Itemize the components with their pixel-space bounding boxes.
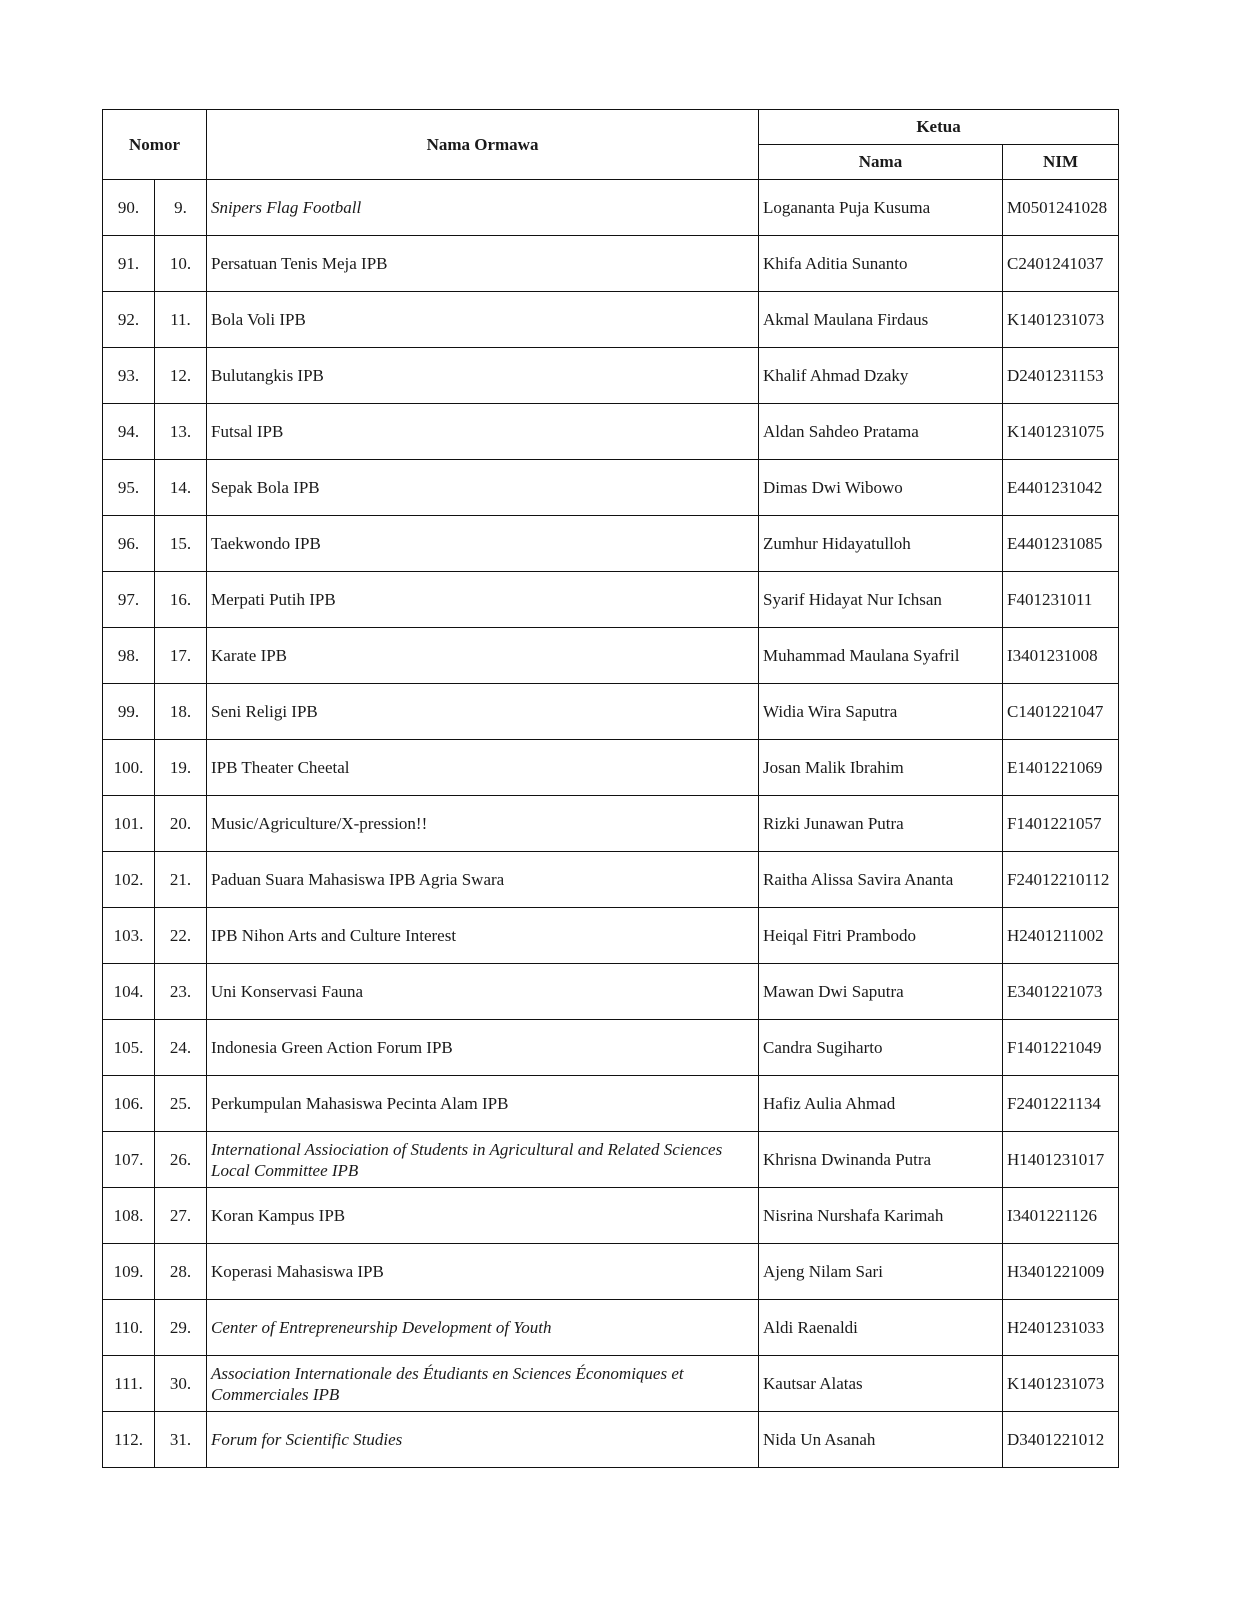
ormawa-name: Merpati Putih IPB xyxy=(207,572,759,628)
row-sub-number: 12. xyxy=(155,348,207,404)
ketua-name: Aldi Raenaldi xyxy=(759,1300,1003,1356)
ketua-nim: D2401231153 xyxy=(1003,348,1119,404)
row-number: 107. xyxy=(103,1132,155,1188)
ormawa-name: IPB Theater Cheetal xyxy=(207,740,759,796)
row-number: 99. xyxy=(103,684,155,740)
header-ketua: Ketua xyxy=(759,110,1119,145)
row-number: 105. xyxy=(103,1020,155,1076)
ketua-name: Muhammad Maulana Syafril xyxy=(759,628,1003,684)
table-row xyxy=(103,348,1119,404)
ketua-name: Widia Wira Saputra xyxy=(759,684,1003,740)
row-number: 97. xyxy=(103,572,155,628)
row-number: 110. xyxy=(103,1300,155,1356)
ketua-name: Raitha Alissa Savira Ananta xyxy=(759,852,1003,908)
ketua-nim: K1401231075 xyxy=(1003,404,1119,460)
ketua-nim: C2401241037 xyxy=(1003,236,1119,292)
table-row xyxy=(103,572,1119,628)
row-sub-number: 29. xyxy=(155,1300,207,1356)
row-sub-number: 14. xyxy=(155,460,207,516)
row-sub-number: 30. xyxy=(155,1356,207,1412)
ketua-name: Hafiz Aulia Ahmad xyxy=(759,1076,1003,1132)
table-row xyxy=(103,1076,1119,1132)
ormawa-table xyxy=(102,109,1119,1468)
row-sub-number: 16. xyxy=(155,572,207,628)
ketua-nim: M0501241028 xyxy=(1003,180,1119,236)
row-sub-number: 31. xyxy=(155,1412,207,1468)
row-number: 104. xyxy=(103,964,155,1020)
header-nim: NIM xyxy=(1003,145,1119,180)
table-row xyxy=(103,516,1119,572)
table-row xyxy=(103,964,1119,1020)
ketua-nim: K1401231073 xyxy=(1003,292,1119,348)
row-number: 103. xyxy=(103,908,155,964)
table-row xyxy=(103,740,1119,796)
ormawa-name: Sepak Bola IPB xyxy=(207,460,759,516)
row-number: 96. xyxy=(103,516,155,572)
ketua-name: Dimas Dwi Wibowo xyxy=(759,460,1003,516)
ormawa-name: Taekwondo IPB xyxy=(207,516,759,572)
ketua-name: Nida Un Asanah xyxy=(759,1412,1003,1468)
table-header xyxy=(103,110,1119,180)
row-sub-number: 24. xyxy=(155,1020,207,1076)
ketua-name: Logananta Puja Kusuma xyxy=(759,180,1003,236)
ormawa-name: IPB Nihon Arts and Culture Interest xyxy=(207,908,759,964)
table-row xyxy=(103,796,1119,852)
row-sub-number: 26. xyxy=(155,1132,207,1188)
ormawa-name: Association Internationale des Étudiants en Sciences Économiques et Commerciales IPB xyxy=(207,1356,759,1412)
ketua-nim: H3401221009 xyxy=(1003,1244,1119,1300)
ketua-nim: H1401231017 xyxy=(1003,1132,1119,1188)
row-number: 94. xyxy=(103,404,155,460)
table-row xyxy=(103,1356,1119,1412)
ormawa-name: Snipers Flag Football xyxy=(207,180,759,236)
table-row xyxy=(103,1244,1119,1300)
row-number: 101. xyxy=(103,796,155,852)
table-row xyxy=(103,460,1119,516)
ketua-name: Nisrina Nurshafa Karimah xyxy=(759,1188,1003,1244)
ketua-name: Josan Malik Ibrahim xyxy=(759,740,1003,796)
ormawa-name: Perkumpulan Mahasiswa Pecinta Alam IPB xyxy=(207,1076,759,1132)
row-number: 102. xyxy=(103,852,155,908)
table-row xyxy=(103,1132,1119,1188)
ketua-nim: E4401231042 xyxy=(1003,460,1119,516)
row-number: 111. xyxy=(103,1356,155,1412)
table-row xyxy=(103,628,1119,684)
row-sub-number: 28. xyxy=(155,1244,207,1300)
row-sub-number: 21. xyxy=(155,852,207,908)
row-sub-number: 23. xyxy=(155,964,207,1020)
row-number: 91. xyxy=(103,236,155,292)
ketua-name: Aldan Sahdeo Pratama xyxy=(759,404,1003,460)
ormawa-name: Persatuan Tenis Meja IPB xyxy=(207,236,759,292)
table-row xyxy=(103,684,1119,740)
ketua-nim: F1401221049 xyxy=(1003,1020,1119,1076)
table-row xyxy=(103,852,1119,908)
ketua-name: Candra Sugiharto xyxy=(759,1020,1003,1076)
header-nama: Nama xyxy=(759,145,1003,180)
ketua-nim: K1401231073 xyxy=(1003,1356,1119,1412)
ketua-nim: F2401221134 xyxy=(1003,1076,1119,1132)
ormawa-name: Forum for Scientific Studies xyxy=(207,1412,759,1468)
row-sub-number: 13. xyxy=(155,404,207,460)
ketua-name: Zumhur Hidayatulloh xyxy=(759,516,1003,572)
ormawa-name: Uni Konservasi Fauna xyxy=(207,964,759,1020)
ketua-name: Rizki Junawan Putra xyxy=(759,796,1003,852)
ketua-nim: F1401221057 xyxy=(1003,796,1119,852)
ketua-nim: F24012210112 xyxy=(1003,852,1119,908)
table-row xyxy=(103,236,1119,292)
ketua-nim: I3401231008 xyxy=(1003,628,1119,684)
row-sub-number: 18. xyxy=(155,684,207,740)
table-body xyxy=(103,180,1119,1468)
row-number: 106. xyxy=(103,1076,155,1132)
ketua-name: Syarif Hidayat Nur Ichsan xyxy=(759,572,1003,628)
ketua-nim: H2401211002 xyxy=(1003,908,1119,964)
ketua-nim: E1401221069 xyxy=(1003,740,1119,796)
table-row xyxy=(103,292,1119,348)
row-number: 98. xyxy=(103,628,155,684)
table-row xyxy=(103,1300,1119,1356)
ketua-nim: E3401221073 xyxy=(1003,964,1119,1020)
row-number: 93. xyxy=(103,348,155,404)
ormawa-name: Music/Agriculture/X-pression!! xyxy=(207,796,759,852)
header-nama-ormawa: Nama Ormawa xyxy=(207,110,759,180)
table-row xyxy=(103,1188,1119,1244)
row-number: 95. xyxy=(103,460,155,516)
ketua-nim: F401231011 xyxy=(1003,572,1119,628)
row-number: 108. xyxy=(103,1188,155,1244)
ketua-nim: C1401221047 xyxy=(1003,684,1119,740)
table-row xyxy=(103,1020,1119,1076)
ketua-name: Mawan Dwi Saputra xyxy=(759,964,1003,1020)
ormawa-name: Koperasi Mahasiswa IPB xyxy=(207,1244,759,1300)
ormawa-name: Koran Kampus IPB xyxy=(207,1188,759,1244)
row-number: 92. xyxy=(103,292,155,348)
row-sub-number: 19. xyxy=(155,740,207,796)
row-sub-number: 22. xyxy=(155,908,207,964)
ormawa-name: Bulutangkis IPB xyxy=(207,348,759,404)
ormawa-name: Bola Voli IPB xyxy=(207,292,759,348)
row-sub-number: 15. xyxy=(155,516,207,572)
ketua-name: Khifa Aditia Sunanto xyxy=(759,236,1003,292)
ormawa-name: International Assiociation of Students in Agricultural and Related Sciences Local Committee IPB xyxy=(207,1132,759,1188)
ormawa-name: Indonesia Green Action Forum IPB xyxy=(207,1020,759,1076)
row-sub-number: 11. xyxy=(155,292,207,348)
table-row xyxy=(103,908,1119,964)
row-number: 112. xyxy=(103,1412,155,1468)
ketua-name: Kautsar Alatas xyxy=(759,1356,1003,1412)
ketua-name: Khrisna Dwinanda Putra xyxy=(759,1132,1003,1188)
table-row xyxy=(103,404,1119,460)
row-sub-number: 9. xyxy=(155,180,207,236)
row-number: 100. xyxy=(103,740,155,796)
table-row xyxy=(103,180,1119,236)
ormawa-name: Futsal IPB xyxy=(207,404,759,460)
row-sub-number: 25. xyxy=(155,1076,207,1132)
ketua-nim: E4401231085 xyxy=(1003,516,1119,572)
ormawa-name: Paduan Suara Mahasiswa IPB Agria Swara xyxy=(207,852,759,908)
ketua-name: Akmal Maulana Firdaus xyxy=(759,292,1003,348)
row-sub-number: 20. xyxy=(155,796,207,852)
row-number: 109. xyxy=(103,1244,155,1300)
row-sub-number: 27. xyxy=(155,1188,207,1244)
ormawa-name: Karate IPB xyxy=(207,628,759,684)
ketua-nim: D3401221012 xyxy=(1003,1412,1119,1468)
ketua-nim: H2401231033 xyxy=(1003,1300,1119,1356)
ketua-name: Heiqal Fitri Prambodo xyxy=(759,908,1003,964)
row-sub-number: 17. xyxy=(155,628,207,684)
ketua-nim: I3401221126 xyxy=(1003,1188,1119,1244)
header-nomor: Nomor xyxy=(103,110,207,180)
row-sub-number: 10. xyxy=(155,236,207,292)
ketua-name: Khalif Ahmad Dzaky xyxy=(759,348,1003,404)
table-row xyxy=(103,1412,1119,1468)
ormawa-name: Seni Religi IPB xyxy=(207,684,759,740)
ketua-name: Ajeng Nilam Sari xyxy=(759,1244,1003,1300)
ormawa-name: Center of Entrepreneurship Development of Youth xyxy=(207,1300,759,1356)
row-number: 90. xyxy=(103,180,155,236)
